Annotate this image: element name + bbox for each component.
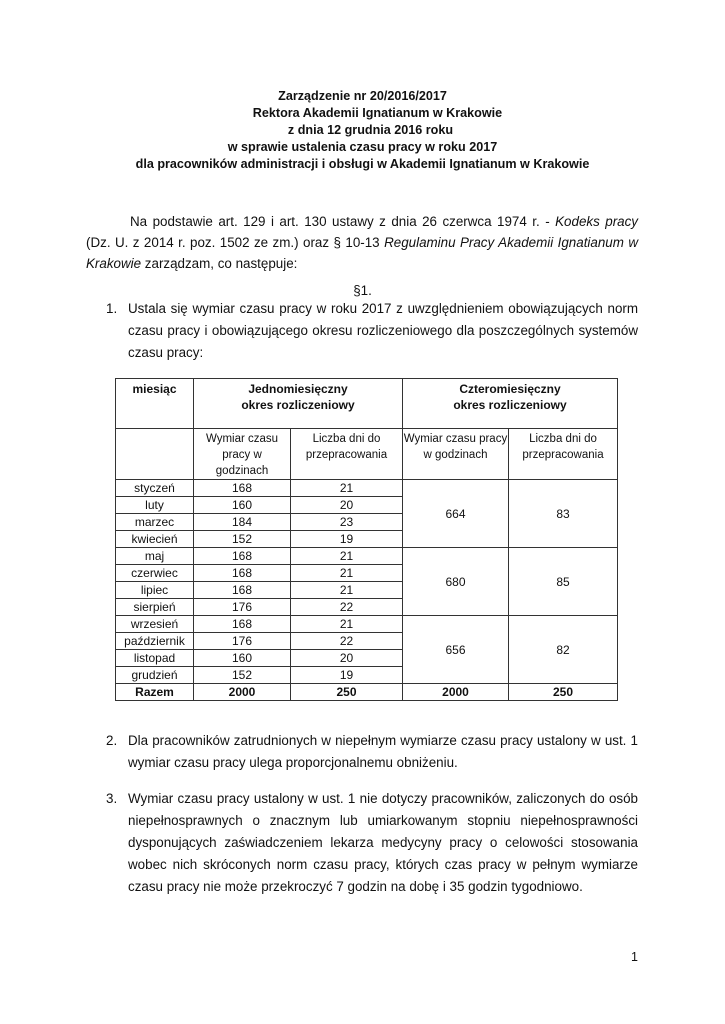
month-days: 20 xyxy=(291,497,403,514)
preamble-paragraph xyxy=(86,211,638,274)
month-hours: 160 xyxy=(194,497,291,514)
quarter-days: 82 xyxy=(509,616,618,684)
section-heading: §1. xyxy=(353,283,372,298)
subheader-empty xyxy=(116,429,194,480)
title-line-1: Zarządzenie nr 20/2016/2017 xyxy=(278,89,447,103)
title-line-2: Rektora Akademii Ignatianum w Krakowie xyxy=(252,106,503,120)
preamble-italic-regulamin: Regulaminu Pracy Akademii Ignatianum w Krakowie xyxy=(86,235,638,271)
month-name: lipiec xyxy=(116,582,194,599)
subheader-hours-1: Wymiar czasu pracy w godzinach xyxy=(194,429,291,480)
month-days: 22 xyxy=(291,633,403,650)
list-item-2 xyxy=(106,730,638,774)
month-hours: 152 xyxy=(194,667,291,684)
month-name: grudzień xyxy=(116,667,194,684)
title-line-4: w sprawie ustalenia czasu pracy w roku 2017 xyxy=(227,140,498,154)
total-days-4: 250 xyxy=(509,684,618,701)
month-hours: 168 xyxy=(194,582,291,599)
month-days: 23 xyxy=(291,514,403,531)
month-days: 19 xyxy=(291,531,403,548)
month-hours: 168 xyxy=(194,548,291,565)
month-name: styczeń xyxy=(116,480,194,497)
month-name: październik xyxy=(116,633,194,650)
month-days: 21 xyxy=(291,616,403,633)
month-hours: 176 xyxy=(194,599,291,616)
month-hours: 168 xyxy=(194,616,291,633)
month-name: listopad xyxy=(116,650,194,667)
preamble-text: zarządzam, co następuje: xyxy=(141,256,298,271)
month-hours: 184 xyxy=(194,514,291,531)
preamble-text: Na podstawie art. 129 i art. 130 ustawy z dnia 26 czerwca 1974 r. - xyxy=(130,214,556,229)
subheader-hours-4: Wymiar czasu pracy w godzinach xyxy=(403,429,509,480)
list-item-number: 1. xyxy=(106,301,118,316)
list-item-text: Wymiar czasu pracy ustalony w ust. 1 nie dotyczy pracowników, zaliczonych do osób niepełnosprawnych o znacznym lub umiarkowanym stopniu niepełnosprawności dysponujących zaświadczeniem lekarza medycyny pracy o celowości stosowania wobec nich skróconych norm czasu pracy, których czas pracy w pełnym wymiarze czasu pracy nie może przekroczyć 7 godzin na dobę i 35 godzin tygodniowo. xyxy=(128,791,638,894)
month-name: czerwiec xyxy=(116,565,194,582)
working-time-table xyxy=(115,378,618,701)
month-days: 21 xyxy=(291,565,403,582)
preamble-text: (Dz. U. z 2014 r. poz. 1502 ze zm.) oraz § 10-13 xyxy=(86,235,385,250)
month-hours: 176 xyxy=(194,633,291,650)
header-four-month-period: Czteromiesięczny okres rozliczeniowy xyxy=(403,379,618,429)
month-days: 20 xyxy=(291,650,403,667)
month-name: maj xyxy=(116,548,194,565)
table-row xyxy=(116,616,618,633)
quarter-hours: 656 xyxy=(403,616,509,684)
table-row xyxy=(116,548,618,565)
quarter-hours: 680 xyxy=(403,548,509,616)
quarter-hours: 664 xyxy=(403,480,509,548)
title-line-5: dla pracowników administracji i obsługi w Akademii Ignatianum w Krakowie xyxy=(135,157,590,171)
total-days-1: 250 xyxy=(291,684,403,701)
table-total-row xyxy=(116,684,618,701)
list-item-3 xyxy=(106,788,638,898)
month-days: 21 xyxy=(291,582,403,599)
month-hours: 168 xyxy=(194,480,291,497)
month-days: 21 xyxy=(291,548,403,565)
list-item-number: 3. xyxy=(106,791,118,806)
month-name: kwiecień xyxy=(116,531,194,548)
header-month: miesiąc xyxy=(116,379,194,429)
subheader-days-1: Liczba dni do przepracowania xyxy=(291,429,403,480)
month-days: 22 xyxy=(291,599,403,616)
list-item-1 xyxy=(106,298,638,364)
month-hours: 160 xyxy=(194,650,291,667)
month-hours: 168 xyxy=(194,565,291,582)
month-name: marzec xyxy=(116,514,194,531)
total-label: Razem xyxy=(116,684,194,701)
list-item-number: 2. xyxy=(106,733,118,748)
month-days: 19 xyxy=(291,667,403,684)
preamble-italic-kodeks: Kodeks pracy xyxy=(555,214,638,229)
list-item-text: Dla pracowników zatrudnionych w niepełnym wymiarze czasu pracy ustalony w ust. 1 wymiar czasu pracy ulega proporcjonalnemu obniżeniu. xyxy=(128,733,638,770)
month-name: wrzesień xyxy=(116,616,194,633)
quarter-days: 83 xyxy=(509,480,618,548)
table-subheader-row xyxy=(116,429,618,480)
quarter-days: 85 xyxy=(509,548,618,616)
list-item-text: Ustala się wymiar czasu pracy w roku 2017 z uwzględnieniem obowiązujących norm czasu pracy i obowiązującego okresu rozliczeniowego dla poszczególnych systemów czasu pracy: xyxy=(128,301,638,360)
header-one-month-period: Jednomiesięczny okres rozliczeniowy xyxy=(194,379,403,429)
month-name: luty xyxy=(116,497,194,514)
title-line-3: z dnia 12 grudnia 2016 roku xyxy=(287,123,454,137)
subheader-days-4: Liczba dni do przepracowania xyxy=(509,429,618,480)
document-title xyxy=(0,88,725,173)
page-number: 1 xyxy=(631,950,638,964)
month-name: sierpień xyxy=(116,599,194,616)
table-row xyxy=(116,480,618,497)
month-days: 21 xyxy=(291,480,403,497)
table-header-row xyxy=(116,379,618,429)
total-hours-1: 2000 xyxy=(194,684,291,701)
total-hours-4: 2000 xyxy=(403,684,509,701)
month-hours: 152 xyxy=(194,531,291,548)
